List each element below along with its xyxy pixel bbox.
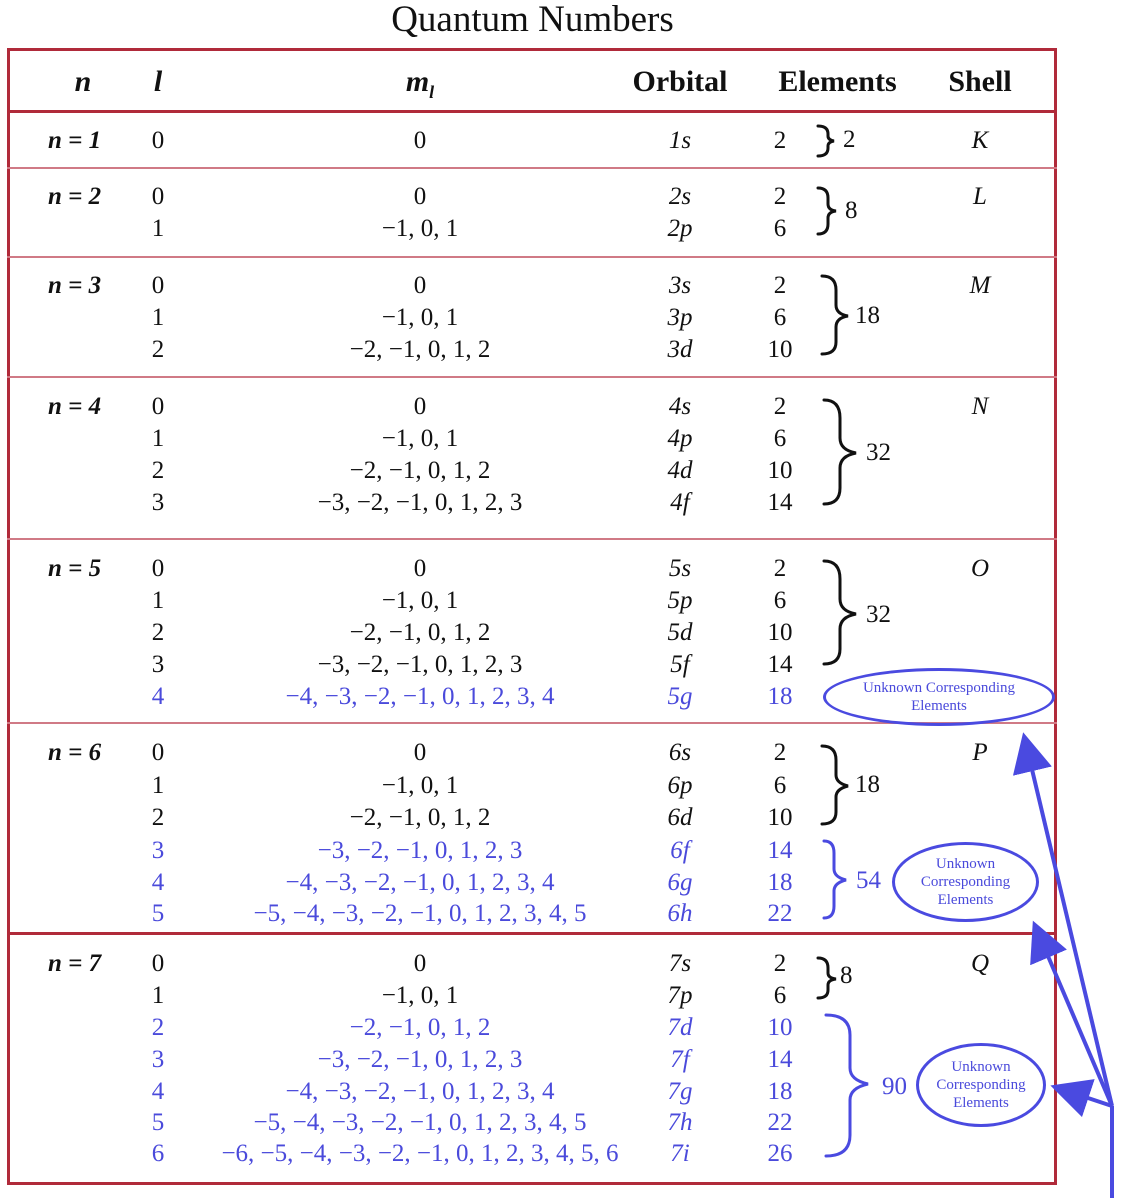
l-value: 0 (151, 950, 165, 977)
n-label: n = 2 (48, 183, 102, 210)
elements-count: 22 (767, 1109, 793, 1136)
header-orbital: Orbital (632, 65, 728, 98)
ml-values: −2, −1, 0, 1, 2 (349, 1014, 491, 1041)
orbital-label: 5g (667, 683, 693, 710)
brace-n7-known (818, 958, 836, 998)
l-value: 4 (151, 683, 165, 710)
ml-values: −2, −1, 0, 1, 2 (349, 457, 491, 484)
l-value: 3 (151, 1046, 165, 1073)
elements-count: 6 (773, 304, 787, 331)
n-label: n = 5 (48, 555, 102, 582)
orbital-label: 1s (668, 127, 692, 154)
ml-values: −5, −4, −3, −2, −1, 0, 1, 2, 3, 4, 5 (253, 900, 587, 927)
ml-values: −1, 0, 1 (381, 304, 459, 331)
l-value: 1 (151, 772, 165, 799)
orbital-label: 7s (668, 950, 692, 977)
ml-values: −4, −3, −2, −1, 0, 1, 2, 3, 4 (285, 1078, 555, 1105)
shell-label: O (970, 555, 990, 582)
total-n2: 8 (845, 197, 858, 224)
l-value: 0 (151, 127, 165, 154)
ml-values: −1, 0, 1 (381, 425, 459, 452)
ml-values: −1, 0, 1 (381, 982, 459, 1009)
orbital-label: 6f (670, 837, 690, 864)
l-value: 0 (151, 393, 165, 420)
l-value: 1 (151, 982, 165, 1009)
arrow-to-callout-1 (1025, 740, 1112, 1106)
ml-values: −1, 0, 1 (381, 772, 459, 799)
total-n6-unknown: 54 (856, 867, 881, 894)
callout-text: Elements (937, 892, 994, 908)
elements-count: 26 (767, 1140, 793, 1167)
ml-values: 0 (413, 183, 427, 210)
brace-n7-unknown (826, 1015, 868, 1156)
elements-count: 6 (773, 772, 787, 799)
shell-label: P (972, 739, 988, 766)
shell-label: N (971, 393, 989, 420)
orbital-label: 4s (668, 393, 692, 420)
orbital-label: 6s (668, 739, 692, 766)
ml-values: −3, −2, −1, 0, 1, 2, 3 (317, 651, 523, 678)
elements-count: 2 (773, 127, 787, 154)
ml-values: 0 (413, 555, 427, 582)
l-value: 1 (151, 304, 165, 331)
orbital-label: 3p (667, 304, 693, 331)
l-value: 2 (151, 804, 165, 831)
elements-count: 14 (767, 837, 793, 864)
header-shell: Shell (948, 65, 1012, 98)
orbital-label: 4f (670, 489, 690, 516)
ml-values: −1, 0, 1 (381, 215, 459, 242)
l-value: 2 (151, 336, 165, 363)
n-label: n = 6 (48, 739, 102, 766)
brace-n2 (818, 188, 836, 234)
total-n7-known: 8 (840, 962, 853, 989)
total-n4: 32 (866, 439, 891, 466)
elements-count: 10 (767, 804, 793, 831)
ml-values: −2, −1, 0, 1, 2 (349, 804, 491, 831)
elements-count: 2 (773, 183, 787, 210)
brace-n3 (822, 276, 848, 354)
l-value: 2 (151, 1014, 165, 1041)
l-value: 3 (151, 837, 165, 864)
ml-values: −3, −2, −1, 0, 1, 2, 3 (317, 1046, 523, 1073)
callout-text: Corresponding (936, 1077, 1026, 1093)
orbital-label: 3d (667, 336, 693, 363)
shell-label: L (973, 183, 987, 210)
elements-count: 14 (767, 1046, 793, 1073)
total-n5: 32 (866, 601, 891, 628)
elements-count: 10 (767, 457, 793, 484)
ml-values: −6, −5, −4, −3, −2, −1, 0, 1, 2, 3, 4, 5, 6 (221, 1140, 619, 1167)
orbital-label: 6h (667, 900, 693, 927)
l-value: 2 (151, 457, 165, 484)
elements-count: 10 (767, 336, 793, 363)
n-label: n = 7 (48, 950, 102, 977)
orbital-label: 2s (668, 183, 692, 210)
elements-count: 2 (773, 739, 787, 766)
l-value: 1 (151, 425, 165, 452)
page-title: Quantum Numbers (391, 0, 674, 40)
ml-values: 0 (413, 272, 427, 299)
callout-text: Elements (911, 698, 967, 714)
l-value: 0 (151, 183, 165, 210)
l-value: 6 (151, 1140, 165, 1167)
l-value: 5 (151, 900, 165, 927)
elements-count: 2 (773, 555, 787, 582)
n-label: n = 1 (48, 127, 102, 154)
ml-values: −3, −2, −1, 0, 1, 2, 3 (317, 489, 523, 516)
brace-n4 (824, 400, 856, 504)
brace-n6-unknown (824, 841, 846, 918)
total-n1: 2 (843, 126, 856, 153)
header-ml-sub: l (429, 82, 435, 102)
l-value: 1 (151, 587, 165, 614)
elements-count: 14 (767, 489, 793, 516)
ml-values: −4, −3, −2, −1, 0, 1, 2, 3, 4 (285, 869, 555, 896)
elements-count: 6 (773, 982, 787, 1009)
ml-values: −1, 0, 1 (381, 587, 459, 614)
orbital-label: 6g (667, 869, 693, 896)
elements-count: 14 (767, 651, 793, 678)
elements-count: 6 (773, 587, 787, 614)
orbital-label: 7h (667, 1109, 693, 1136)
callout-text: Unknown (951, 1059, 1011, 1075)
n-label: n = 3 (48, 272, 102, 299)
brace-n6-known (822, 746, 848, 824)
l-value: 0 (151, 555, 165, 582)
elements-count: 18 (767, 683, 793, 710)
elements-count: 2 (773, 950, 787, 977)
l-value: 2 (151, 619, 165, 646)
elements-count: 18 (767, 1078, 793, 1105)
n-label: n = 4 (48, 393, 102, 420)
callout-text: Corresponding (920, 874, 1011, 890)
callout-text: Unknown Corresponding (862, 680, 1016, 696)
orbital-label: 5s (668, 555, 692, 582)
elements-count: 18 (767, 869, 793, 896)
ml-values: 0 (413, 950, 427, 977)
orbital-label: 5d (667, 619, 693, 646)
orbital-label: 7i (670, 1140, 690, 1167)
elements-count: 22 (767, 900, 793, 927)
callout-text: Elements (953, 1095, 1009, 1111)
l-value: 5 (151, 1109, 165, 1136)
l-value: 3 (151, 489, 165, 516)
l-value: 3 (151, 651, 165, 678)
l-value: 0 (151, 739, 165, 766)
orbital-label: 6p (667, 772, 693, 799)
orbital-label: 4p (667, 425, 693, 452)
elements-count: 2 (773, 393, 787, 420)
elements-count: 6 (773, 425, 787, 452)
ml-values: −2, −1, 0, 1, 2 (349, 336, 491, 363)
brace-n5 (824, 561, 856, 664)
header-n: n (74, 65, 92, 98)
orbital-label: 2p (667, 215, 693, 242)
orbital-label: 7p (667, 982, 693, 1009)
header-l: l (153, 65, 163, 98)
elements-count: 2 (773, 272, 787, 299)
ml-values: −2, −1, 0, 1, 2 (349, 619, 491, 646)
orbital-label: 6d (667, 804, 693, 831)
elements-count: 10 (767, 619, 793, 646)
ml-values: 0 (413, 393, 427, 420)
orbital-label: 3s (668, 272, 692, 299)
orbital-label: 5f (670, 651, 690, 678)
ml-values: −4, −3, −2, −1, 0, 1, 2, 3, 4 (285, 683, 555, 710)
l-value: 1 (151, 215, 165, 242)
orbital-label: 5p (667, 587, 693, 614)
orbital-label: 4d (667, 457, 693, 484)
orbital-label: 7g (667, 1078, 693, 1105)
brace-n1 (818, 126, 834, 156)
ml-values: −5, −4, −3, −2, −1, 0, 1, 2, 3, 4, 5 (253, 1109, 587, 1136)
elements-count: 6 (773, 215, 787, 242)
l-value: 4 (151, 869, 165, 896)
shell-label: M (969, 272, 991, 299)
header-ml-main: m (405, 65, 430, 98)
l-value: 4 (151, 1078, 165, 1105)
l-value: 0 (151, 272, 165, 299)
ml-values: 0 (413, 127, 427, 154)
ml-values: −3, −2, −1, 0, 1, 2, 3 (317, 837, 523, 864)
total-n7-unknown: 90 (882, 1073, 907, 1100)
orbital-label: 7d (667, 1014, 693, 1041)
callout-text: Unknown (935, 856, 996, 872)
shell-label: Q (970, 950, 990, 977)
ml-values: 0 (413, 739, 427, 766)
total-n6-known: 18 (855, 771, 880, 798)
orbital-label: 7f (670, 1046, 690, 1073)
header-elements: Elements (778, 65, 897, 98)
elements-count: 10 (767, 1014, 793, 1041)
shell-label: K (971, 127, 989, 154)
total-n3: 18 (855, 302, 880, 329)
